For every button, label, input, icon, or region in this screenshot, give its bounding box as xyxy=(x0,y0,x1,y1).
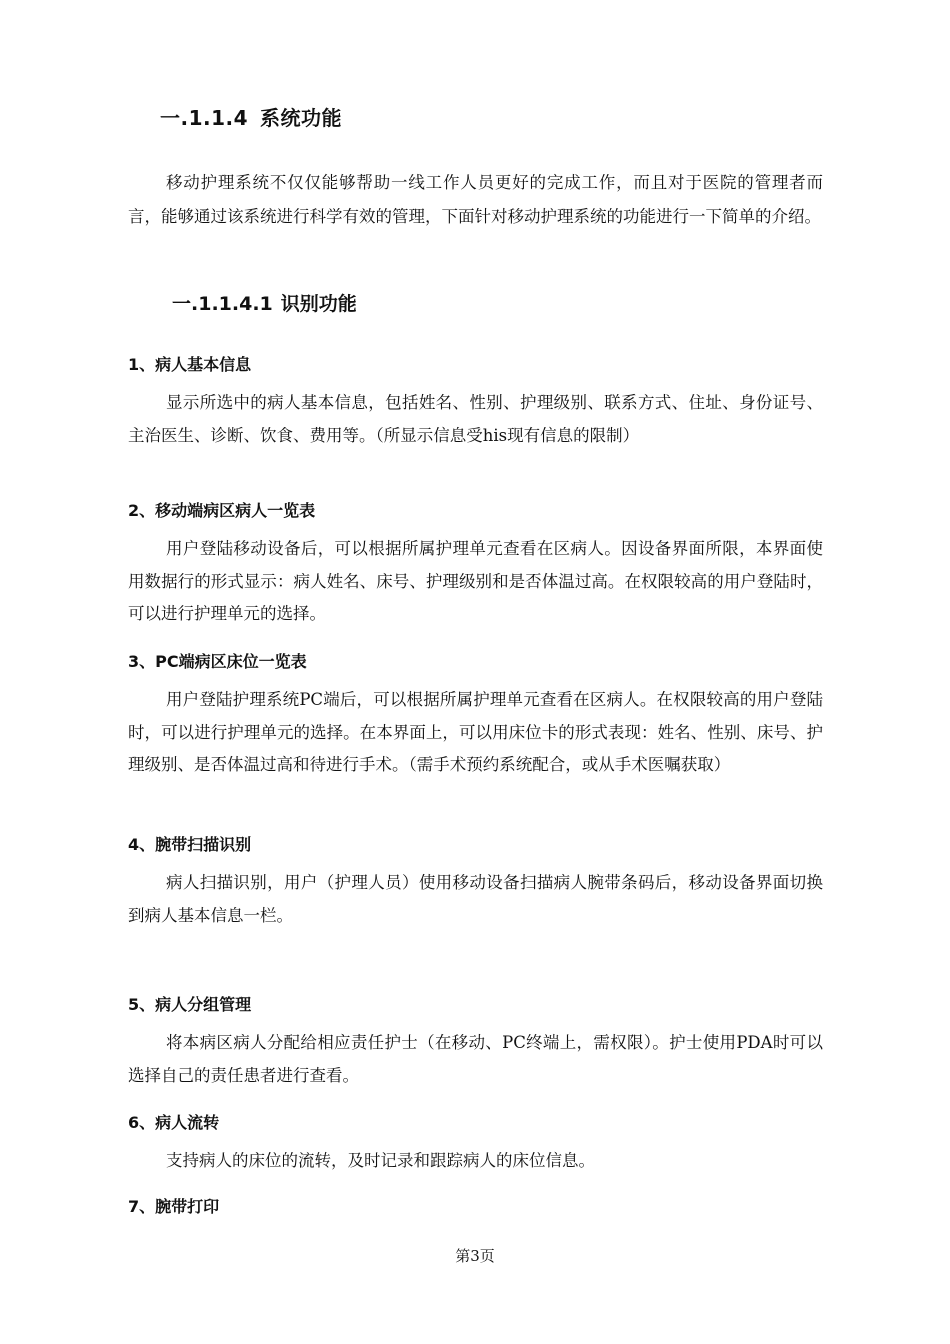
subsection-number: 一.1.1.4.1 xyxy=(172,293,273,315)
subsection-heading xyxy=(172,289,357,316)
function-item-7 xyxy=(128,1194,823,1220)
subsection-title: 识别功能 xyxy=(280,293,357,315)
item-body: 用户登陆移动设备后，可以根据所属护理单元查看在区病人。因设备界面所限，本界面使用数据行的形式显示：病人姓名、床号、护理级别和是否体温过高。在权限较高的用户登陆时，可以进行护理单元的选择。 xyxy=(128,539,823,623)
item-title: 3、PC端病区床位一览表 xyxy=(128,652,307,671)
item-title: 5、病人分组管理 xyxy=(128,995,252,1014)
function-item-4 xyxy=(128,832,823,932)
item-title: 4、腕带扫描识别 xyxy=(128,835,252,854)
function-item-1 xyxy=(128,352,823,452)
item-title: 7、腕带打印 xyxy=(128,1197,220,1216)
page-number: 第3页 xyxy=(455,1247,495,1265)
function-item-2 xyxy=(128,498,823,631)
item-body: 用户登陆护理系统PC端后，可以根据所属护理单元查看在区病人。在权限较高的用户登陆时，可以进行护理单元的选择。在本界面上，可以用床位卡的形式表现：姓名、性别、床号、护理级别、是否体温过高和待进行手术。（需手术预约系统配合，或从手术医嘱获取） xyxy=(128,690,823,774)
item-body: 显示所选中的病人基本信息，包括姓名、性别、护理级别、联系方式、住址、身份证号、主治医生、诊断、饮食、费用等。（所显示信息受his现有信息的限制） xyxy=(128,393,823,445)
item-title: 6、病人流转 xyxy=(128,1113,220,1132)
section-title: 系统功能 xyxy=(260,106,342,130)
function-item-6 xyxy=(128,1110,823,1178)
intro-paragraph: 移动护理系统不仅仅能够帮助一线工作人员更好的完成工作，而且对于医院的管理者而言，能够通过该系统进行科学有效的管理，下面针对移动护理系统的功能进行一下简单的介绍。 xyxy=(128,173,823,226)
function-item-3 xyxy=(128,649,823,782)
item-body: 病人扫描识别，用户（护理人员）使用移动设备扫描病人腕带条码后，移动设备界面切换到病人基本信息一栏。 xyxy=(128,873,823,925)
function-item-5 xyxy=(128,992,823,1092)
section-heading xyxy=(160,102,342,131)
item-body: 支持病人的床位的流转，及时记录和跟踪病人的床位信息。 xyxy=(166,1151,595,1170)
section-number: 一.1.1.4 xyxy=(160,106,249,130)
item-title: 1、病人基本信息 xyxy=(128,355,252,374)
item-title: 2、移动端病区病人一览表 xyxy=(128,501,316,520)
item-body: 将本病区病人分配给相应责任护士（在移动、PC终端上，需权限）。护士使用PDA时可以选择自己的责任患者进行查看。 xyxy=(128,1033,823,1085)
